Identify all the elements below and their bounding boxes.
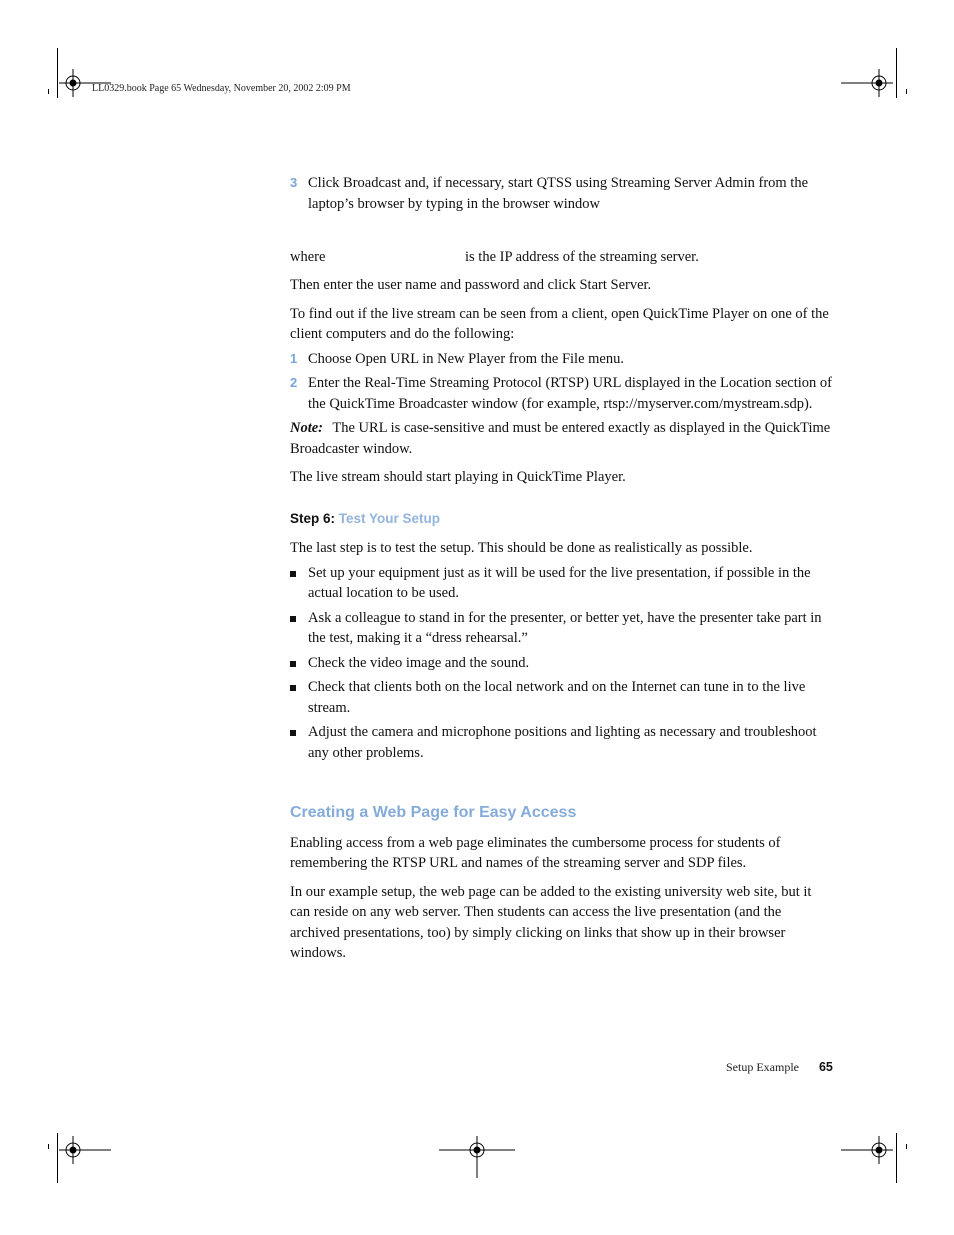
step-number: 2 xyxy=(290,375,298,390)
bullet-square-icon xyxy=(290,653,308,674)
step-heading-label: Step 6: xyxy=(290,510,336,526)
step-heading xyxy=(290,509,832,530)
registration-mark-icon xyxy=(841,69,893,97)
registration-mark-icon xyxy=(439,1136,515,1178)
registration-mark-icon xyxy=(841,1136,893,1164)
list-item xyxy=(290,677,832,718)
paragraph-start-server: Then enter the user name and password and click Start Server. xyxy=(290,277,652,293)
step-item xyxy=(290,373,832,414)
step-item xyxy=(290,173,832,214)
list-item-text: Check the video image and the sound. xyxy=(308,654,530,671)
section-paragraph: Enabling access from a web page eliminates the cumbersome process for students of remembering the RTSP URL and names of the streaming server and SDP files. xyxy=(290,834,781,871)
bullet-square-icon xyxy=(290,563,308,604)
note-paragraph xyxy=(290,418,832,459)
step-item xyxy=(290,349,832,370)
list-item-text: Set up your equipment just as it will be used for the live presentation, if possible in the actual location to be used. xyxy=(308,564,811,601)
step-heading-title: Test Your Setup xyxy=(338,510,441,526)
paragraph-step6-intro: The last step is to test the setup. This should be done as realistically as possible. xyxy=(290,540,753,556)
step-text: Choose Open URL in New Player from the File menu. xyxy=(308,350,624,367)
footer-section-name: Setup Example xyxy=(726,1060,799,1074)
page-number: 65 xyxy=(818,1060,833,1074)
step-number: 3 xyxy=(290,175,298,190)
list-item xyxy=(290,563,832,604)
bullet-square-icon xyxy=(290,608,308,649)
page-content xyxy=(290,173,832,972)
where-line xyxy=(290,247,832,267)
where-prefix: where xyxy=(290,249,326,265)
list-item xyxy=(290,722,832,763)
section-paragraph: In our example setup, the web page can be added to the existing university web site, but it can reside on any web server. Then students can access the live presentation (and the archived presentations, too) by simply clicking on links that show up in their browser windows. xyxy=(290,883,812,961)
where-suffix: is the IP address of the streaming server. xyxy=(465,249,699,265)
list-item xyxy=(290,608,832,649)
registration-mark-icon xyxy=(59,1136,111,1164)
paragraph-live-stream: The live stream should start playing in QuickTime Player. xyxy=(290,469,626,485)
list-item-text: Adjust the camera and microphone positions and lighting as necessary and troubleshoot any other problems. xyxy=(308,724,817,761)
bullet-square-icon xyxy=(290,677,308,718)
list-item-text: Ask a colleague to stand in for the presenter, or better yet, have the presenter take part in the test, making it a “dress rehearsal.” xyxy=(308,609,822,646)
note-text: The URL is case-sensitive and must be entered exactly as displayed in the QuickTime Broadcaster window. xyxy=(290,420,831,457)
paragraph-find-out: To find out if the live stream can be seen from a client, open QuickTime Player on one of the client computers and do the following: xyxy=(290,305,829,342)
bullet-square-icon xyxy=(290,722,308,763)
list-item xyxy=(290,653,832,674)
list-item-text: Check that clients both on the local network and on the Internet can tune in to the live stream. xyxy=(308,679,806,716)
step-number: 1 xyxy=(290,350,298,366)
page-slug: LL0329.book Page 65 Wednesday, November 20, 2002 2:09 PM xyxy=(92,83,351,94)
step-text: Enter the Real-Time Streaming Protocol (RTSP) URL displayed in the Location section of the QuickTime Broadcaster window (for example, rtsp://myserver.com/mystream.sdp). xyxy=(308,375,832,412)
section-title: Creating a Web Page for Easy Access xyxy=(290,804,577,821)
note-label: Note: xyxy=(290,420,324,436)
step-text: Click Broadcast and, if necessary, start QTSS using Streaming Server Admin from the laptop’s browser by typing in the browser window xyxy=(308,175,809,212)
page-footer xyxy=(726,1060,833,1075)
